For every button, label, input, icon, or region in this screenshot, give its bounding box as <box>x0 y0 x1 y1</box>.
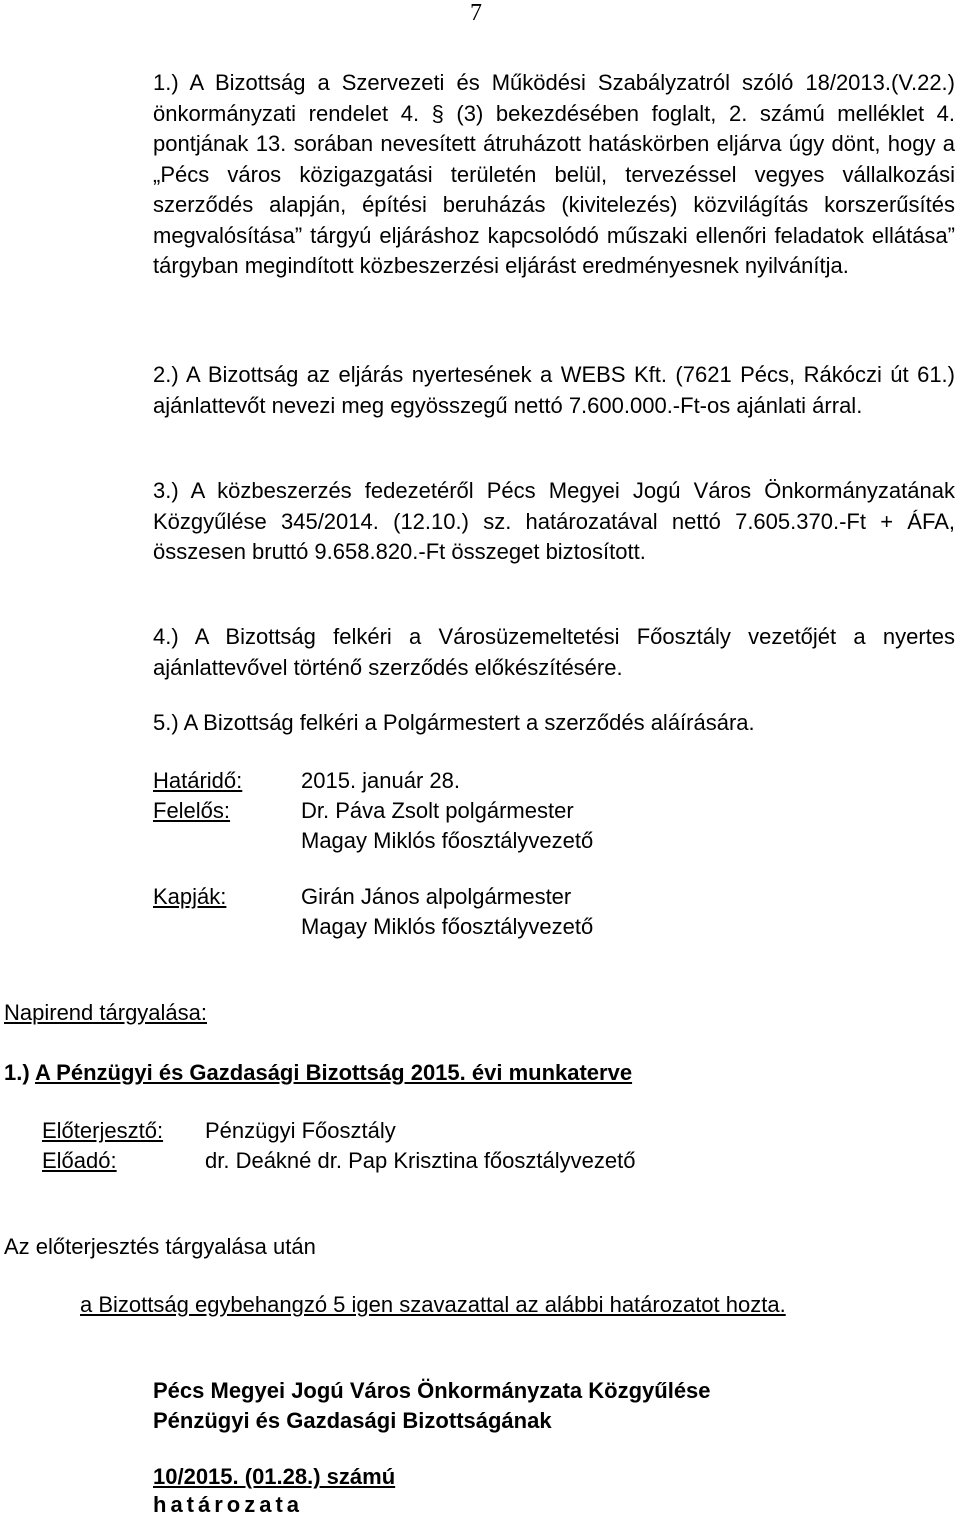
resolution-item-1 <box>153 68 955 282</box>
resolution-word: határozata <box>153 1492 304 1517</box>
after-discussion-text: Az előterjesztés tárgyalása után <box>4 1234 316 1259</box>
recipient-1: Girán János alpolgármester <box>301 884 572 909</box>
responsible-label: Felelős: <box>153 798 231 823</box>
item-text: A közbeszerzés fedezetéről Pécs Megyei Jogú Város Önkormányzatának Közgyűlése 345/2014. (12.10.) sz. határozatával nettó 7.605.370.-Ft + ÁFA, összesen bruttó 9.658.820.-Ft összeget biztosított. <box>153 478 955 564</box>
item-number: 4.) <box>153 624 179 649</box>
proposer-label: Előterjesztő: <box>42 1118 164 1143</box>
deadline-value: 2015. január 28. <box>301 768 461 793</box>
resolution-org-line-1: Pécs Megyei Jogú Város Önkormányzata Közgyűlése <box>153 1378 711 1403</box>
resolution-item-4 <box>153 622 955 683</box>
responsible-person-1: Dr. Páva Zsolt polgármester <box>301 798 574 823</box>
presenter-label: Előadó: <box>42 1148 117 1173</box>
agenda-item-number: 1.) <box>4 1060 30 1085</box>
agenda-item <box>4 1060 632 1086</box>
agenda-heading: Napirend tárgyalása: <box>4 1000 208 1025</box>
resolution-item-2 <box>153 360 955 421</box>
item-text: A Bizottság az eljárás nyertesének a WEBS Kft. (7621 Pécs, Rákóczi út 61.) ajánlattevőt nevezi meg egyösszegű nettó 7.600.000.-Ft-os ajánlati árral. <box>153 362 955 418</box>
proposer-value: Pénzügyi Főosztály <box>205 1118 396 1143</box>
resolution-number: 10/2015. (01.28.) számú <box>153 1464 396 1489</box>
item-text: A Bizottság felkéri a Polgármestert a szerződés aláírására. <box>183 710 755 735</box>
presenter-value: dr. Deákné dr. Pap Krisztina főosztályvezető <box>205 1148 636 1173</box>
page-number: 7 <box>470 0 482 26</box>
recipients-label: Kapják: <box>153 884 227 909</box>
item-number: 1.) <box>153 70 179 95</box>
resolution-item-3 <box>153 476 955 568</box>
resolution-org-line-2: Pénzügyi és Gazdasági Bizottságának <box>153 1408 552 1433</box>
item-number: 2.) <box>153 362 179 387</box>
item-text: A Bizottság felkéri a Városüzemeltetési Főosztály vezetőjét a nyertes ajánlattevővel történő szerződés előkészítésére. <box>153 624 955 680</box>
recipient-2: Magay Miklós főosztályvezető <box>301 914 594 939</box>
item-text: A Bizottság a Szervezeti és Működési Szabályzatról szóló 18/2013.(V.22.) önkormányzati rendelet 4. § (3) bekezdésében foglalt, 2. számú melléklet 4. pontjának 13. sorában nevesített átruházott hatáskörben eljárva úgy dönt, hogy a „Pécs város közigazgatási területén belül, tervezéssel vegyes vállalkozási szerződés alapján, építési beruházás (kivitelezés) közvilágítás korszerűsítés megvalósítása” tárgyú eljáráshoz kapcsolódó műszaki ellenőri feladatok ellátása” tárgyban megindított közbeszerzési eljárást eredményesnek nyilvánítja. <box>153 70 955 278</box>
item-number: 5.) <box>153 710 179 735</box>
resolution-item-5 <box>153 708 955 739</box>
deadline-label: Határidő: <box>153 768 243 793</box>
responsible-person-2: Magay Miklós főosztályvezető <box>301 828 594 853</box>
agenda-item-title: A Pénzügyi és Gazdasági Bizottság 2015. évi munkaterve <box>34 1060 633 1085</box>
item-number: 3.) <box>153 478 179 503</box>
vote-result-text: a Bizottság egybehangzó 5 igen szavazattal az alábbi határozatot hozta. <box>80 1292 786 1317</box>
